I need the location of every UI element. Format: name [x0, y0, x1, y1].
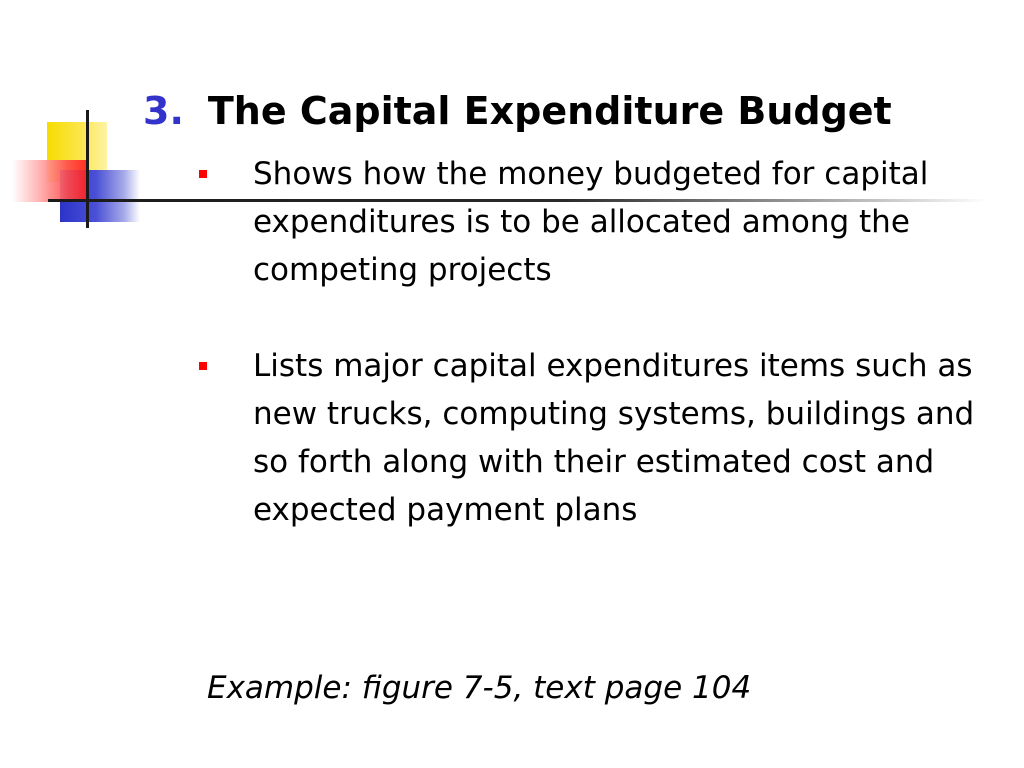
square-bullet-icon [199, 170, 207, 178]
bullet-item [196, 150, 986, 294]
bullet-list [196, 150, 986, 534]
bullet-item [196, 342, 986, 534]
example-reference: Example: figure 7-5, text page 104 [207, 670, 752, 706]
vertical-rule [86, 110, 89, 228]
title-number: 3. [143, 89, 184, 133]
bullet-text: Lists major capital expenditures items such as new trucks, computing systems, buildings and so forth along with their estimated cost and expected payment plans [253, 348, 975, 528]
title-text: The Capital Expenditure Budget [207, 89, 892, 133]
square-bullet-icon [199, 362, 207, 370]
slide-title [143, 88, 892, 134]
red-square [12, 160, 87, 202]
bullet-text: Shows how the money budgeted for capital expenditures is to be allocated among the competing projects [253, 156, 929, 288]
